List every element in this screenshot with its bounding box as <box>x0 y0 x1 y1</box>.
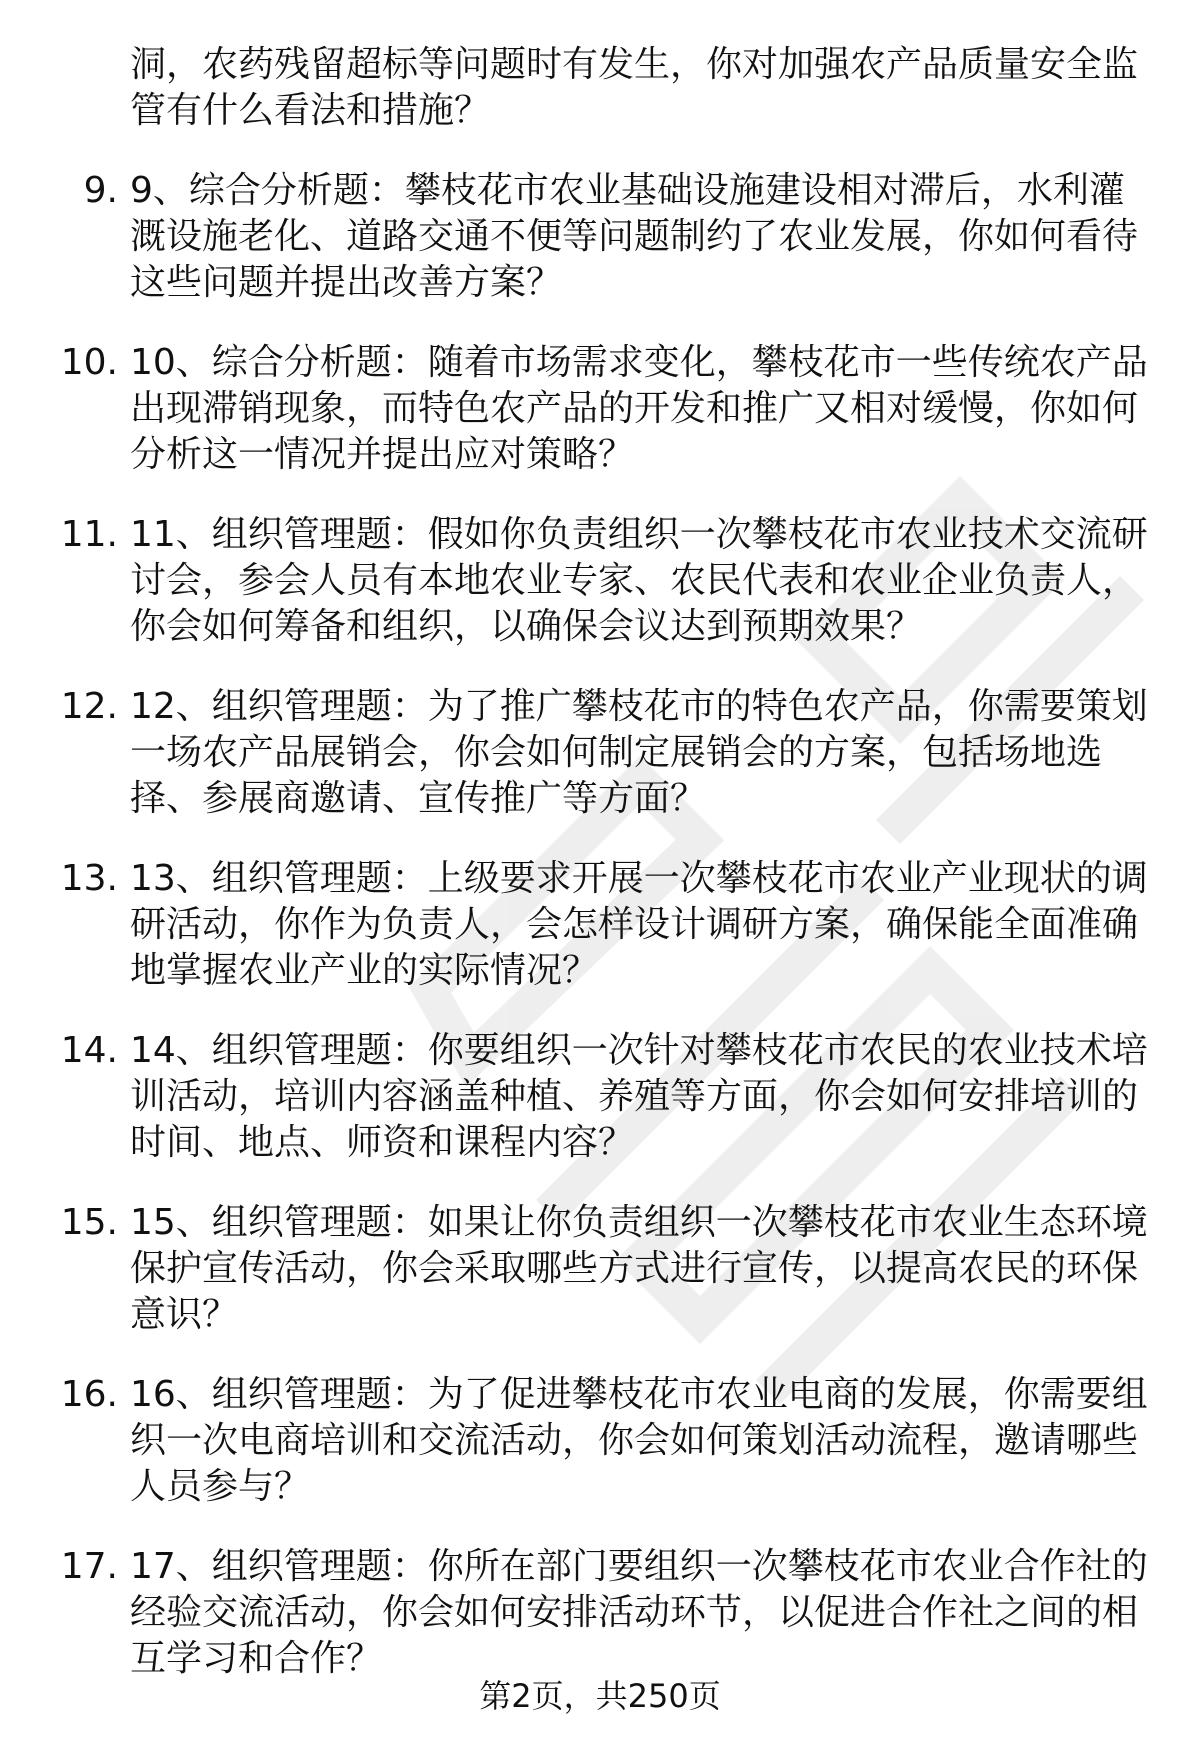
item-number: 14. <box>60 1030 118 1071</box>
item-text: 14、组织管理题：你要组织一次针对攀枝花市农民的农业技术培训活动，培训内容涵盖种植、养殖等方面，你会如何安排培训的时间、地点、师资和课程内容？ <box>130 1030 1148 1163</box>
item-text: 17、组织管理题：你所在部门要组织一次攀枝花市农业合作社的经验交流活动，你会如何安排活动环节，以促进合作社之间的相互学习和合作？ <box>130 1546 1148 1679</box>
item-text: 16、组织管理题：为了促进攀枝花市农业电商的发展，你需要组织一次电商培训和交流活动，你会如何策划活动流程，邀请哪些人员参与？ <box>130 1374 1148 1507</box>
list-item <box>0 1544 1200 1682</box>
item-number: 13. <box>60 858 118 899</box>
item-text: 13、组织管理题：上级要求开展一次攀枝花市农业产业现状的调研活动，你作为负责人，会怎样设计调研方案，确保能全面准确地掌握农业产业的实际情况？ <box>130 858 1148 991</box>
page-content <box>0 42 1200 1682</box>
list-item <box>0 168 1200 306</box>
item-number: 17. <box>60 1546 118 1587</box>
list-item <box>0 512 1200 650</box>
list-item <box>0 1372 1200 1510</box>
item-number: 16. <box>60 1374 118 1415</box>
list-item <box>0 1200 1200 1338</box>
continuation-text: 洞，农药残留超标等问题时有发生，你对加强农产品质量安全监管有什么看法和措施？ <box>130 44 1139 131</box>
item-number: 11. <box>60 514 118 555</box>
item-number: 15. <box>60 1202 118 1243</box>
item-number: 10. <box>60 342 118 383</box>
page-footer: 第2页，共250页 <box>479 1677 721 1715</box>
item-text: 12、组织管理题：为了推广攀枝花市的特色农产品，你需要策划一场农产品展销会，你会如何制定展销会的方案，包括场地选择、参展商邀请、宣传推广等方面？ <box>130 686 1148 819</box>
item-text: 9、综合分析题：攀枝花市农业基础设施建设相对滞后，水利灌溉设施老化、道路交通不便等问题制约了农业发展，你如何看待这些问题并提出改善方案？ <box>130 170 1139 303</box>
item-number: 9. <box>83 170 118 211</box>
list-item <box>0 856 1200 994</box>
item-text: 11、组织管理题：假如你负责组织一次攀枝花市农业技术交流研讨会，参会人员有本地农业专家、农民代表和农业企业负责人，你会如何筹备和组织，以确保会议达到预期效果？ <box>130 514 1148 647</box>
list-item <box>0 340 1200 478</box>
item-text: 15、组织管理题：如果让你负责组织一次攀枝花市农业生态环境保护宣传活动，你会采取哪些方式进行宣传，以提高农民的环保意识？ <box>130 1202 1148 1335</box>
item-number: 12. <box>60 686 118 727</box>
item-text: 10、综合分析题：随着市场需求变化，攀枝花市一些传统农产品出现滞销现象，而特色农产品的开发和推广又相对缓慢，你如何分析这一情况并提出应对策略？ <box>130 342 1148 475</box>
list-item <box>0 684 1200 822</box>
list-item <box>0 1028 1200 1166</box>
